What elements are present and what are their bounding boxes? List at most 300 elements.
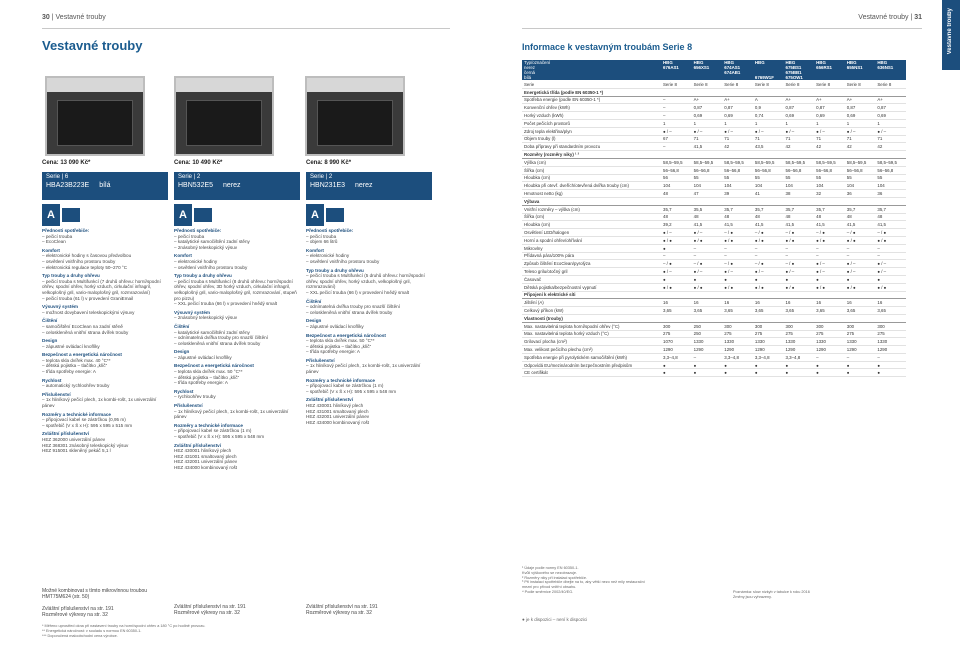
spec-cell: 1330	[722, 338, 753, 346]
spec-cell: – / ●	[845, 229, 876, 237]
spec-model-header: HBG 636NS1	[875, 60, 906, 81]
spec-cell: 42	[722, 143, 753, 151]
spec-cell: 3,3–4,8	[661, 353, 692, 361]
spec-cell: 104	[753, 182, 784, 190]
feature-heading: Design	[306, 318, 322, 324]
spec-cell: 3,65	[753, 307, 784, 315]
spec-cell: 42	[784, 143, 815, 151]
spec-cell	[875, 314, 906, 322]
spec-cell: 41,5	[845, 221, 876, 229]
spec-cell: A+	[814, 96, 845, 104]
feature-line: – 1x hliníkový pečicí plech, 1x kombi-rošt, 1x univerzální pánev	[306, 363, 421, 375]
spec-cell: 56–56,8	[661, 166, 692, 174]
spec-cell: 1290	[814, 346, 845, 354]
product-price: Cena: 13 090 Kč*	[42, 160, 91, 166]
spec-cell: ● / –	[784, 268, 815, 276]
spec-cell	[814, 151, 845, 159]
feature-line: – EcoClean	[42, 239, 66, 245]
spec-cell: ● / ●	[661, 283, 692, 291]
feature-line: – osvětlení vnitřního prostoru trouby	[306, 258, 380, 264]
energy-class: A	[42, 204, 60, 226]
spec-cell	[722, 88, 753, 96]
spec-cell: 71	[692, 135, 723, 143]
spec-row	[522, 213, 906, 221]
spec-cell: ● / –	[845, 127, 876, 135]
spec-row	[522, 205, 906, 213]
spec-cell: 1330	[814, 338, 845, 346]
spec-row	[522, 283, 906, 291]
spec-row	[522, 135, 906, 143]
spec-cell: 300	[753, 322, 784, 330]
spec-cell: 275	[722, 330, 753, 338]
feature-heading: Design	[42, 338, 58, 344]
spec-cell	[875, 291, 906, 299]
spec-row	[522, 174, 906, 182]
spec-cell: – / ●	[692, 260, 723, 268]
energy-class: A	[306, 204, 324, 226]
product-header-band	[306, 172, 432, 200]
spec-cell: 55	[753, 174, 784, 182]
spec-row	[522, 166, 906, 174]
feature-line: – pečicí trouba s Multifunkcí (5 druhů ohřevu: horní/spodní ohřev, spodní ohřev, horký vzduch, velkoplošný gril, rozmrazování)	[306, 273, 425, 290]
spec-cell: 55	[784, 174, 815, 182]
spec-cell: ● / –	[661, 268, 692, 276]
spec-cell: Serie 8	[814, 81, 845, 89]
spec-cell	[692, 291, 723, 299]
product-model-line	[46, 182, 164, 189]
product-header-band	[42, 172, 168, 200]
spec-row	[522, 221, 906, 229]
spec-row-label: Hmotnost netto (kg)	[522, 190, 661, 198]
spec-cell: 104	[692, 182, 723, 190]
spec-row-label: Max. velikost pečicího plechu (cm²)	[522, 346, 661, 354]
feature-line: – připojovací kabel se zástrčkou (0,95 m)	[42, 417, 126, 423]
bottom-note-line: Rozměrové výkresy na str. 32	[174, 610, 240, 616]
spec-cell: ●	[753, 369, 784, 377]
spec-row-label: Serie	[522, 81, 661, 89]
feature-line: – zápustné ovládací knoflíky	[306, 323, 364, 329]
spec-cell: 1330	[845, 338, 876, 346]
feature-line: – teplota skla dvířek max. 40 °C**	[42, 357, 111, 363]
spec-cell: ●	[814, 361, 845, 369]
spec-cell: 71	[814, 135, 845, 143]
spec-cell: 0,87	[692, 104, 723, 112]
left-footnotes: * Měřeno uprostřed okna při nastavení trouby na horní/spodní ohřev a 180 °C po hodině provozu. ** Energetická náročnost: v souladu s normou EN 60350-1. *** Doporučená maloobchodní cena výrobce.	[42, 624, 206, 638]
spec-cell: 41,5	[722, 221, 753, 229]
spec-cell: 0,87	[784, 104, 815, 112]
spec-cell	[722, 291, 753, 299]
feature-heading: Čištění	[306, 298, 322, 304]
spec-cell: ●	[814, 275, 845, 283]
spec-cell: ● / –	[722, 268, 753, 276]
spec-cell: 48	[784, 213, 815, 221]
spec-row-label: Vnitřní rozměry – výška (cm)	[522, 205, 661, 213]
feature-heading: Zvláštní příslušenství	[42, 431, 89, 437]
spec-row-label: Časovač	[522, 275, 661, 283]
spec-cell: 1330	[784, 338, 815, 346]
spec-cell: 275	[661, 330, 692, 338]
spec-cell: 48	[845, 213, 876, 221]
spec-row	[522, 252, 906, 260]
feature-line: – spotřebič (V x Š x H): 595 x 595 x 515 mm	[42, 422, 133, 428]
feature-heading: Typ trouby a druhy ohřevu	[174, 273, 232, 279]
feature-line: – třída spotřeby energie: A	[174, 380, 228, 386]
spec-cell: 16	[845, 299, 876, 307]
spec-cell: – / ●	[661, 260, 692, 268]
spec-cell: 3,65	[722, 307, 753, 315]
feature-line: HEZ 432001 univerzální pánev	[306, 414, 370, 420]
feature-heading: Přednosti spotřebiče:	[306, 228, 354, 233]
feature-line: – možnost dovybavení teleskopickými výsuvy	[42, 309, 135, 315]
right-page-section: Vestavné trouby	[858, 14, 909, 21]
right-page-title: Informace k vestavným troubám Serie 8	[522, 42, 693, 52]
feature-line: – třída spotřeby energie: A	[42, 369, 96, 375]
spec-cell: 250	[692, 322, 723, 330]
product-serie: Serie | 2	[310, 174, 333, 180]
spec-cell: 55	[875, 174, 906, 182]
spec-cell: 58,5–59,5	[722, 158, 753, 166]
spec-row	[522, 338, 906, 346]
spec-row-label: Energetická třída (podle EN 60350-1 *)	[522, 88, 661, 96]
spec-cell	[692, 88, 723, 96]
feature-line: – teplota skla dvířek max. 50 °C**	[306, 338, 375, 344]
feature-heading: Příslušenství	[42, 391, 71, 397]
spec-row-label: Spotřeba energie při pyrolytickém samočištění (kWh)	[522, 353, 661, 361]
spec-cell: –	[814, 353, 845, 361]
energy-class: A	[174, 204, 192, 226]
feature-line: – osvětlení vnitřního prostoru trouby	[174, 264, 248, 270]
spec-row-label: Šířka (cm)	[522, 166, 661, 174]
spec-cell: –	[814, 252, 845, 260]
feature-line: – pečicí trouba (61 l) v provedení GraniEmail	[42, 295, 134, 301]
spec-cell: A+	[722, 96, 753, 104]
spec-cell: –	[661, 96, 692, 104]
spec-cell: 38	[784, 190, 815, 198]
spec-cell: 1290	[661, 346, 692, 354]
spec-cell: – / ●	[722, 260, 753, 268]
spec-cell: 39,2	[661, 221, 692, 229]
spec-cell: 56–56,8	[692, 166, 723, 174]
spec-row-label: Rozměry (rozměry niky) ¹ ²	[522, 151, 661, 159]
spec-cell: ● / –	[753, 268, 784, 276]
spec-cell: 71	[722, 135, 753, 143]
spec-cell: ● / ●	[753, 283, 784, 291]
spec-row-label: Objem trouby (l)	[522, 135, 661, 143]
feature-heading: Čištění	[42, 318, 58, 324]
spec-cell: 3,65	[875, 307, 906, 315]
spec-cell: 3,3–4,8	[753, 353, 784, 361]
feature-line: – 2násobný teleskopický výsuv	[174, 244, 238, 250]
spec-cell: –	[753, 252, 784, 260]
spec-cell: 1070	[661, 338, 692, 346]
spec-model-header: HBG 675BS1 675BB1 675OW1	[784, 60, 815, 81]
spec-cell: 35,7	[875, 205, 906, 213]
spec-cell: 104	[845, 182, 876, 190]
spec-cell: A+	[692, 96, 723, 104]
product-bottom-notes	[174, 604, 299, 616]
product-model: HBA23B223E	[46, 182, 90, 189]
spec-cell: – / ●	[814, 229, 845, 237]
spec-cell	[722, 151, 753, 159]
spec-cell: ● / –	[875, 127, 906, 135]
feature-heading: Typ trouby a druhy ohřevu	[306, 267, 364, 273]
spec-cell: ● / –	[722, 127, 753, 135]
spec-cell	[845, 151, 876, 159]
spec-cell: –	[661, 112, 692, 120]
spec-cell: ● / –	[814, 268, 845, 276]
spec-cell: 16	[814, 299, 845, 307]
spec-cell: 0,74	[753, 112, 784, 120]
feature-heading: Rozměry a technické informace	[174, 422, 243, 428]
spec-cell: 104	[661, 182, 692, 190]
product-price: Cena: 8 990 Kč*	[306, 160, 352, 166]
spec-row-label: Vlastnosti (trouby)	[522, 314, 661, 322]
spec-cell: 0,87	[875, 104, 906, 112]
spec-row-label: Horní a spodní ohřev/ohřívání	[522, 236, 661, 244]
spec-cell: ●	[692, 369, 723, 377]
feature-heading: Zvláštní příslušenství	[174, 442, 221, 448]
spec-cell: ●	[722, 361, 753, 369]
product-bottom-notes	[42, 588, 167, 618]
feature-line: HEZ 430001 hliníkový plech	[174, 448, 232, 454]
spec-cell	[784, 291, 815, 299]
spec-cell: 1330	[753, 338, 784, 346]
spec-cell: 58,5–59,5	[875, 158, 906, 166]
spec-cell: 55	[814, 174, 845, 182]
spec-row	[522, 346, 906, 354]
spec-cell: 104	[814, 182, 845, 190]
product-model-line	[178, 182, 296, 189]
spec-cell: ●	[753, 361, 784, 369]
product-color: nerez	[355, 182, 373, 189]
spec-cell: – / ●	[875, 229, 906, 237]
right-header-rule	[522, 28, 922, 29]
spec-cell: 3,65	[661, 307, 692, 315]
left-page-header: 30 | Vestavné trouby	[42, 14, 106, 21]
feature-line: – automatický rychloohřev trouby	[42, 383, 110, 389]
feature-heading: Čištění	[174, 323, 190, 329]
spec-cell: ●	[722, 275, 753, 283]
spec-cell: ●	[784, 275, 815, 283]
spec-cell: ● / –	[845, 260, 876, 268]
feature-line: – pečicí trouba s Multifunkcí (8 druhů ohřevu: horní/spodní ohřev, spodní ohřev, 3D horký vzduch, cirkulační infragril, velkoplošný gril, vario-maloplošný gril, rozmrazování, stupeň pro pizzu)	[174, 278, 297, 301]
spec-cell: 300	[875, 322, 906, 330]
spec-cell: –	[661, 104, 692, 112]
spec-cell: 3,3–4,8	[722, 353, 753, 361]
spec-cell: 35,5	[692, 205, 723, 213]
spec-row-label: Teleso grilu/otočný gril	[522, 268, 661, 276]
spec-cell: 16	[753, 299, 784, 307]
feature-line: – připojovací kabel se zástrčkou (1 m)	[306, 383, 384, 389]
spec-row	[522, 229, 906, 237]
spec-row	[522, 96, 906, 104]
spec-cell: 275	[784, 330, 815, 338]
spec-cell: 35,7	[722, 205, 753, 213]
feature-line: – zápustné ovládací knoflíky	[174, 354, 232, 360]
feature-line: HEZ 368301 2násobný teleskopický výsuv	[42, 442, 129, 448]
spec-cell: 58,5–59,5	[692, 158, 723, 166]
spec-cell: 41,5	[692, 143, 723, 151]
spec-cell	[753, 151, 784, 159]
spec-cell: 48	[753, 213, 784, 221]
product-features	[306, 228, 431, 425]
spec-cell: 35,7	[784, 205, 815, 213]
oven-image-2	[174, 76, 274, 156]
spec-cell: ● / –	[875, 268, 906, 276]
left-header-rule	[42, 28, 450, 29]
feature-line: HEZ 434000 kombinovaný rošt	[306, 419, 370, 425]
spec-cell	[845, 197, 876, 205]
feature-line: – odnímatelná dvířka trouby pro snazší čištění	[306, 304, 400, 310]
spec-cell	[661, 314, 692, 322]
spec-row-label: Odpovídá EU/mezinárodním bezpečnostním předpisům	[522, 361, 661, 369]
spec-cell	[814, 88, 845, 96]
spec-cell: ●	[784, 369, 815, 377]
feature-line: – katalytické samočištění zadní stěny	[174, 329, 250, 335]
spec-row-label: Výška (cm)	[522, 158, 661, 166]
bottom-note-line: Zvláštní příslušenství na str. 191	[42, 606, 114, 612]
spec-row	[522, 236, 906, 244]
spec-row-label: Grilovací plocha (cm²)	[522, 338, 661, 346]
feature-line: HEZ 431001 smaltovaný plech	[306, 408, 369, 414]
feature-line: – XXL pečicí trouba (66 l) v provedení hnědý smalt	[174, 301, 277, 307]
spec-row-label: Hloubka (cm)	[522, 221, 661, 229]
spec-row-label: Výbava	[522, 197, 661, 205]
spec-cell: 55	[692, 174, 723, 182]
spec-cell: –	[875, 252, 906, 260]
spec-row	[522, 322, 906, 330]
spec-cell	[753, 88, 784, 96]
spec-cell: 56–56,8	[784, 166, 815, 174]
spec-row	[522, 268, 906, 276]
spec-cell: 55	[722, 174, 753, 182]
spec-cell: ●	[814, 369, 845, 377]
spec-cell: 48	[661, 190, 692, 198]
spec-cell: ● / ●	[722, 283, 753, 291]
spec-row	[522, 330, 906, 338]
spec-cell: 41	[753, 190, 784, 198]
spec-cell: ● / ●	[784, 283, 815, 291]
spec-cell: –	[875, 244, 906, 252]
spec-cell	[814, 197, 845, 205]
product-color: nerez	[223, 182, 241, 189]
spec-cell: 67	[661, 135, 692, 143]
spec-cell: Serie 8	[722, 81, 753, 89]
spec-cell: 1	[661, 119, 692, 127]
spec-cell	[753, 197, 784, 205]
product-model-line	[310, 182, 428, 189]
spec-cell: 56–56,8	[753, 166, 784, 174]
feature-line: – dětská pojistka – tlačítko „klíč“	[306, 343, 372, 349]
feature-line: – elektronické hodiny s časovou předvolbou	[42, 253, 132, 259]
feature-line: – pečicí trouba	[174, 233, 205, 239]
spec-row	[522, 260, 906, 268]
spec-cell: ● / ●	[753, 236, 784, 244]
spec-cell	[692, 314, 723, 322]
spec-cell: ● / –	[814, 127, 845, 135]
spec-cell: 0,9	[753, 104, 784, 112]
spec-row-label: Počet pečicích prostorů	[522, 119, 661, 127]
spec-cell: 16	[722, 299, 753, 307]
spec-row-label: Dětská pojistka/bezpečnostní vypnutí	[522, 283, 661, 291]
spec-cell: 1290	[784, 346, 815, 354]
spec-cell: 1	[722, 119, 753, 127]
feature-line: – elektronické hodiny	[306, 253, 350, 259]
spec-row	[522, 299, 906, 307]
product-features	[42, 228, 167, 454]
energy-label	[42, 204, 82, 226]
spec-cell: 42	[814, 143, 845, 151]
spec-cell: 300	[661, 322, 692, 330]
spec-row	[522, 190, 906, 198]
spec-cell: 71	[845, 135, 876, 143]
feature-heading: Výsuvný systém	[174, 309, 211, 315]
spec-row-label: Hloubka při otevř. dveřích/otevřená dvířka trouby (cm)	[522, 182, 661, 190]
spec-cell	[753, 314, 784, 322]
spec-cell: ● / ●	[814, 283, 845, 291]
spec-cell: 0,87	[722, 104, 753, 112]
spec-cell: –	[875, 353, 906, 361]
spec-cell: 1330	[875, 338, 906, 346]
spec-cell: ● / ●	[784, 236, 815, 244]
feature-line: – elektronické hodiny	[174, 258, 218, 264]
spec-cell: 41,5	[692, 221, 723, 229]
spec-row-label: Jištění (A)	[522, 299, 661, 307]
spec-row-label: Osvětlení LED/halogen	[522, 229, 661, 237]
spec-cell: 1290	[875, 346, 906, 354]
spec-model-header: HBG 656XS1	[692, 60, 723, 81]
spec-cell: 58,5–59,5	[753, 158, 784, 166]
spec-cell	[784, 151, 815, 159]
spec-cell: – / ●	[784, 229, 815, 237]
spec-cell: 104	[875, 182, 906, 190]
spec-row	[522, 81, 906, 89]
spec-cell	[875, 88, 906, 96]
spec-cell: 35,7	[661, 205, 692, 213]
feature-line: – pečicí trouba	[306, 233, 337, 239]
spec-cell: 16	[692, 299, 723, 307]
spec-cell: ●	[845, 361, 876, 369]
spec-cell: 56	[661, 174, 692, 182]
spec-cell: 300	[784, 322, 815, 330]
feature-line: – spotřebič (V x Š x H): 595 x 595 x 548 mm	[174, 434, 265, 439]
feature-heading: Rychlost	[42, 377, 62, 383]
spec-cell: –	[784, 252, 815, 260]
spec-cell: 58,5–59,5	[814, 158, 845, 166]
spec-cell: ● / –	[814, 260, 845, 268]
feature-line: HEZ 915001 skleněný pekáč 5,1 l	[42, 448, 111, 454]
spec-cell	[692, 197, 723, 205]
spec-row-label: Horký vzduch (kWh)	[522, 112, 661, 120]
spec-cell: ● / ●	[875, 236, 906, 244]
spec-cell: –	[845, 244, 876, 252]
feature-heading: Bezpečnost a energetická náročnost	[42, 352, 122, 358]
spec-cell: 48	[661, 213, 692, 221]
spec-cell: ●	[661, 361, 692, 369]
spec-row	[522, 88, 906, 96]
table-legend: ● je k dispozici – není k dispozici	[522, 617, 588, 622]
spec-cell: A+	[784, 96, 815, 104]
spec-cell: ● / ●	[661, 236, 692, 244]
bottom-note-line: Možné kombinovat s tímto mikrovlnnou troubou HMT75M624 (str. 50)	[42, 588, 148, 600]
feature-line: – katalytické samočištění zadní stěny	[174, 239, 250, 245]
spec-cell: 300	[722, 322, 753, 330]
spec-row-label: CE certifikát	[522, 369, 661, 377]
spec-cell	[722, 314, 753, 322]
spec-cell: 58,5–59,5	[784, 158, 815, 166]
spec-header-row	[522, 60, 906, 81]
spec-cell: 71	[753, 135, 784, 143]
